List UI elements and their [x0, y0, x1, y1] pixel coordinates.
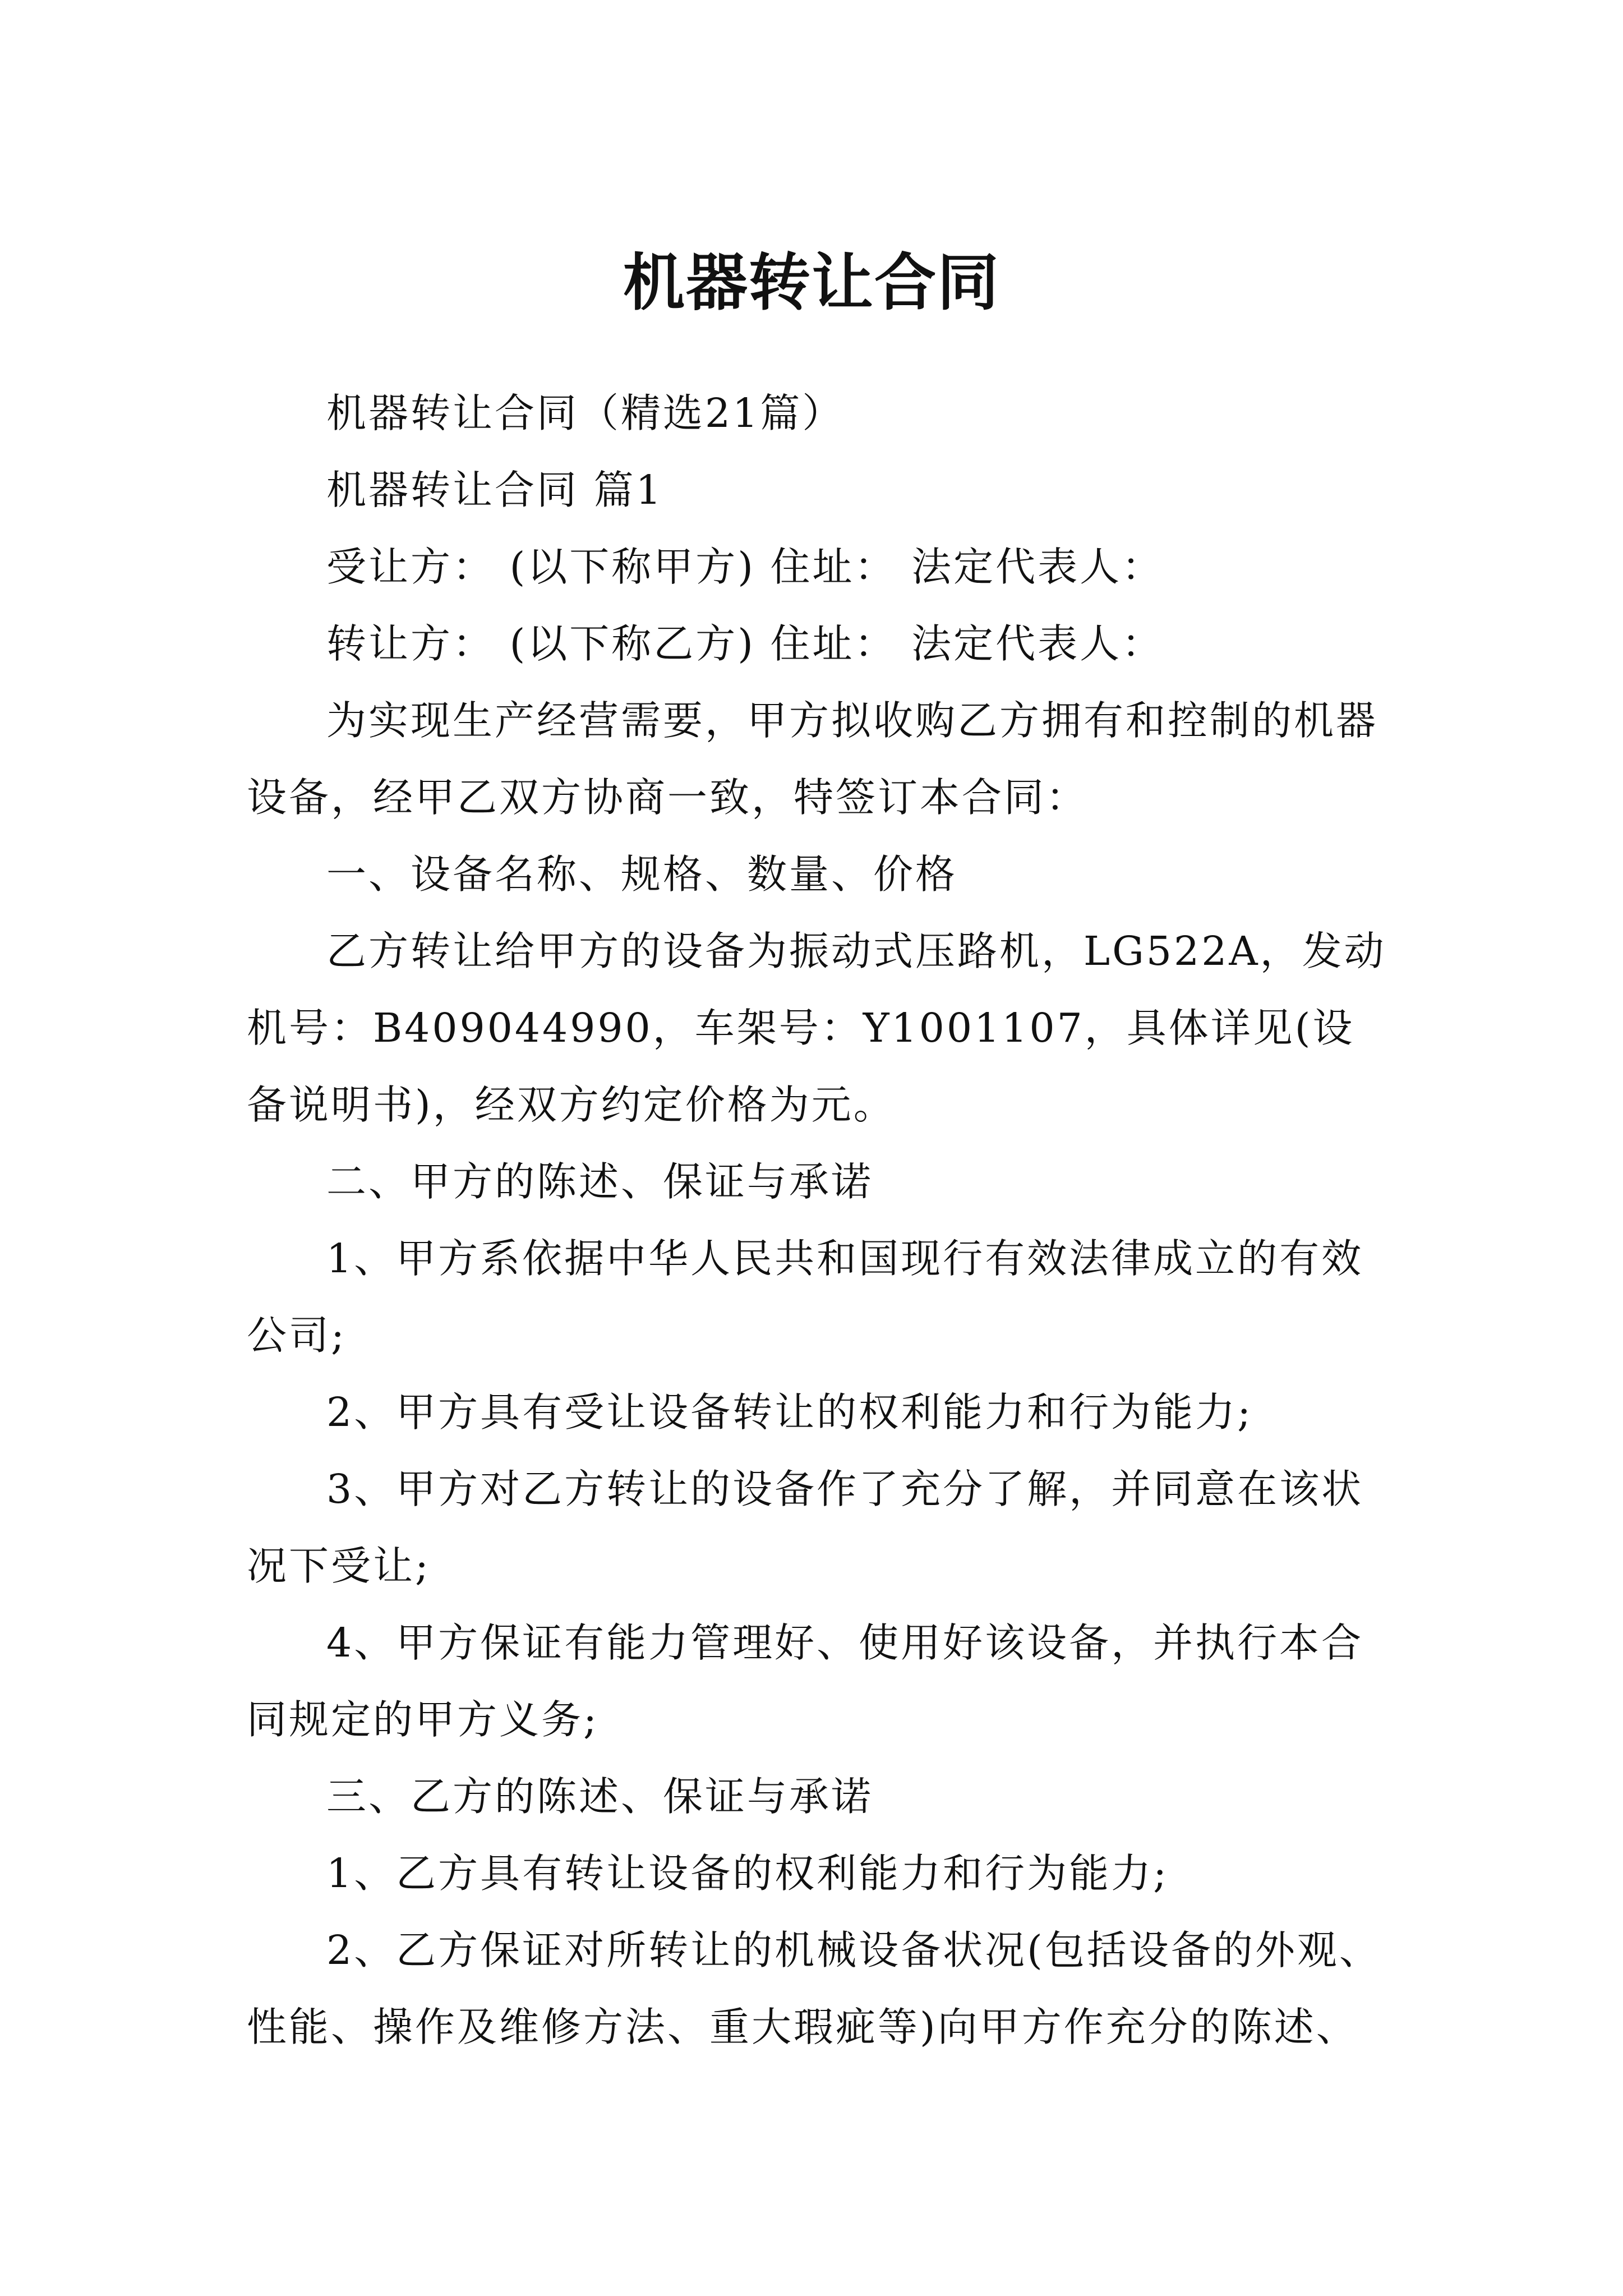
paragraph-clause-2-item-4: 4、甲方保证有能力管理好、使用好该设备，并执行本合同规定的甲方义务;	[247, 1619, 1364, 1743]
paragraph-clause-2-item-1: 1、甲方系依据中华人民共和国现行有效法律成立的有效公司;	[247, 1235, 1364, 1359]
paragraph-intro: 为实现生产经营需要，甲方拟收购乙方拥有和控制的机器设备，经甲乙双方协商一致，特签订本合同：	[247, 697, 1378, 821]
paragraph-clause-1-heading: 一、设备名称、规格、数量、价格	[326, 851, 958, 898]
paragraph-clause-2-heading: 二、甲方的陈述、保证与承诺	[326, 1158, 874, 1205]
paragraph-clause-3-heading: 三、乙方的陈述、保证与承诺	[326, 1773, 874, 1820]
paragraph-subtitle: 机器转让合同（精选21篇）	[326, 390, 845, 436]
document-body	[247, 375, 1396, 2065]
paragraph-section-heading: 机器转让合同 篇1	[326, 467, 663, 513]
paragraph-clause-3-item-2: 2、乙方保证对所转让的机械设备状况(包括设备的外观、性能、操作及维修方法、重大瑕疵等)向甲方作充分的陈述、	[247, 1927, 1381, 2050]
paragraph-clause-2-item-3: 3、甲方对乙方转让的设备作了充分了解，并同意在该状况下受让;	[247, 1466, 1364, 1589]
document-title: 机器转让合同	[623, 246, 1000, 319]
paragraph-clause-2-item-2: 2、甲方具有受让设备转让的权利能力和行为能力;	[326, 1389, 1253, 1435]
paragraph-transferee: 受让方： (以下称甲方) 住址： 法定代表人：	[326, 544, 1164, 590]
paragraph-equipment-details: 乙方转让给甲方的设备为振动式压路机，LG522A，发动机号：B409044990，车架号：Y1001107，具体详见(设备说明书)，经双方约定价格为元。	[247, 928, 1386, 1128]
paragraph-clause-3-item-1: 1、乙方具有转让设备的权利能力和行为能力;	[326, 1850, 1169, 1897]
paragraph-transferor: 转让方： (以下称乙方) 住址： 法定代表人：	[326, 620, 1164, 667]
